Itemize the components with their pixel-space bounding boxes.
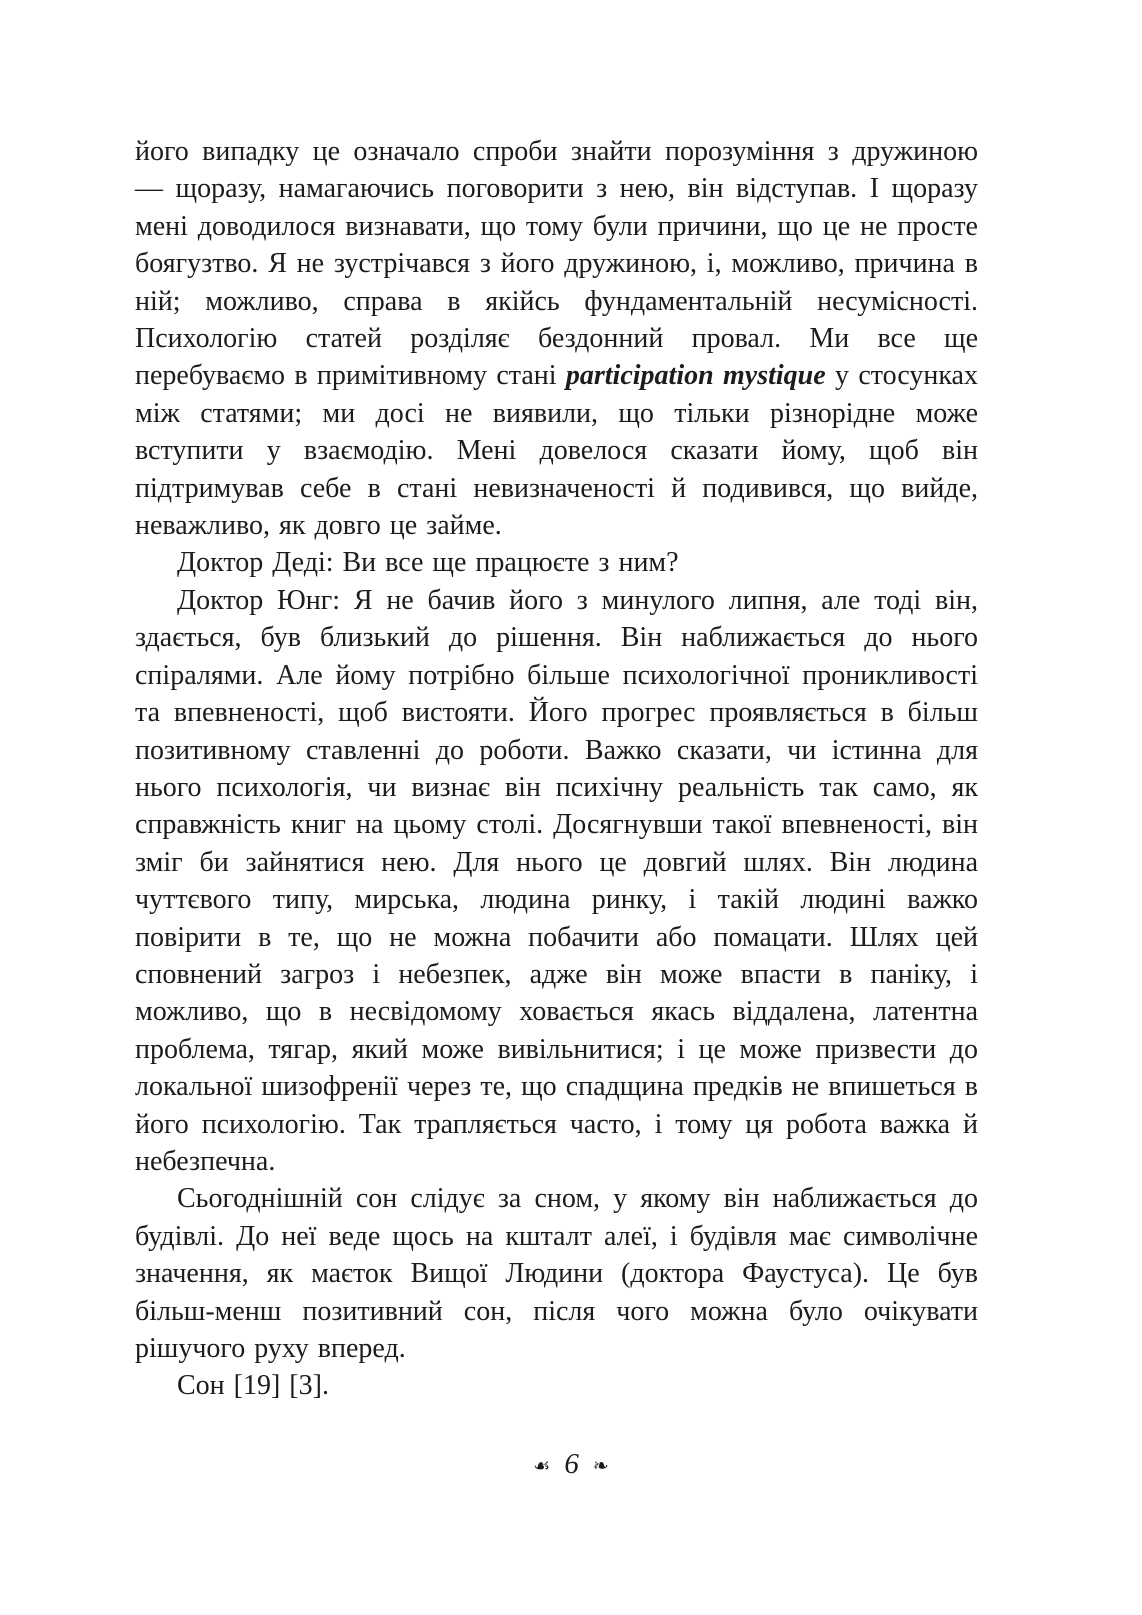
page-footer [0, 1448, 1142, 1481]
text-block [135, 133, 978, 1405]
paragraph-1-text-after: у стосунках між статями; ми досі не виявили, що тільки різнорідне може вступити у взаємодію. Мені довелося сказати йому, щоб він підтримував себе в стані невизначеності й подивився, що вийде, неважливо, як довго це займе. [135, 360, 978, 542]
paragraph-1-emphasis: participation mystique [565, 360, 826, 392]
floral-flourish-right-icon: ❧ [592, 1455, 609, 1478]
floral-flourish-left-icon: ☙ [533, 1455, 551, 1478]
paragraph-2: Доктор Деді: Ви все ще працюєте з ним? [177, 547, 679, 579]
paragraph-3: Доктор Юнг: Я не бачив його з минулого липня, але тоді він, здається, був близький до рішення. Він наближається до нього спіралями. Але йому потрібно більше психологічної проникливості та впевненості, щоб вистояти. Його прогрес проявляється в більш позитивному ставленні до роботи. Важко сказати, чи істинна для нього психологія, чи визнає він психічну реальність так само, як справжність книг на цьому столі. Досягнувши такої впевненості, він зміг би зайнятися нею. Для нього це довгий шлях. Він людина чуттєвого типу, мирська, людина ринку, і такій людині важко повірити в те, що не можна побачити або помацати. Шлях цей сповнений загроз і небезпек, адже він може впасти в паніку, і можливо, що в несвідомому ховається якась віддалена, латентна проблема, тягар, який може вивільнитися; і це може призвести до локальної шизофренії через те, що спадщина предків не впишеться в його психологію. Так трапляється часто, і тому ця робота важка й небезпечна. [135, 584, 978, 1177]
paragraph-1-text-before: його випадку це означало спроби знайти порозуміння з дружиною — щоразу, намагаючись поговорити з нею, він відступав. І щоразу мені доводилося визнавати, що тому були причини, що це не просте боягузтво. Я не зустрічався з його дружиною, і, можливо, причина в ній; можливо, справа в якійсь фундаментальній несумісності. Психологію статей розділяє бездонний провал. Ми все ще перебуваємо в примітивному стані [135, 136, 978, 392]
paragraph-1 [135, 133, 978, 544]
paragraph-4: Сьогоднішній сон слідує за сном, у якому він наближається до будівлі. До неї веде щось на кшталт алеї, і будівля має символічне значення, як маєток Вищої Людини (доктора Фаустуса). Це був більш-менш позитивний сон, після чого можна було очікувати рішучого руху вперед. [135, 1183, 978, 1364]
paragraph-5: Сон [19] [3]. [177, 1370, 329, 1402]
page-number: 6 [564, 1448, 579, 1480]
